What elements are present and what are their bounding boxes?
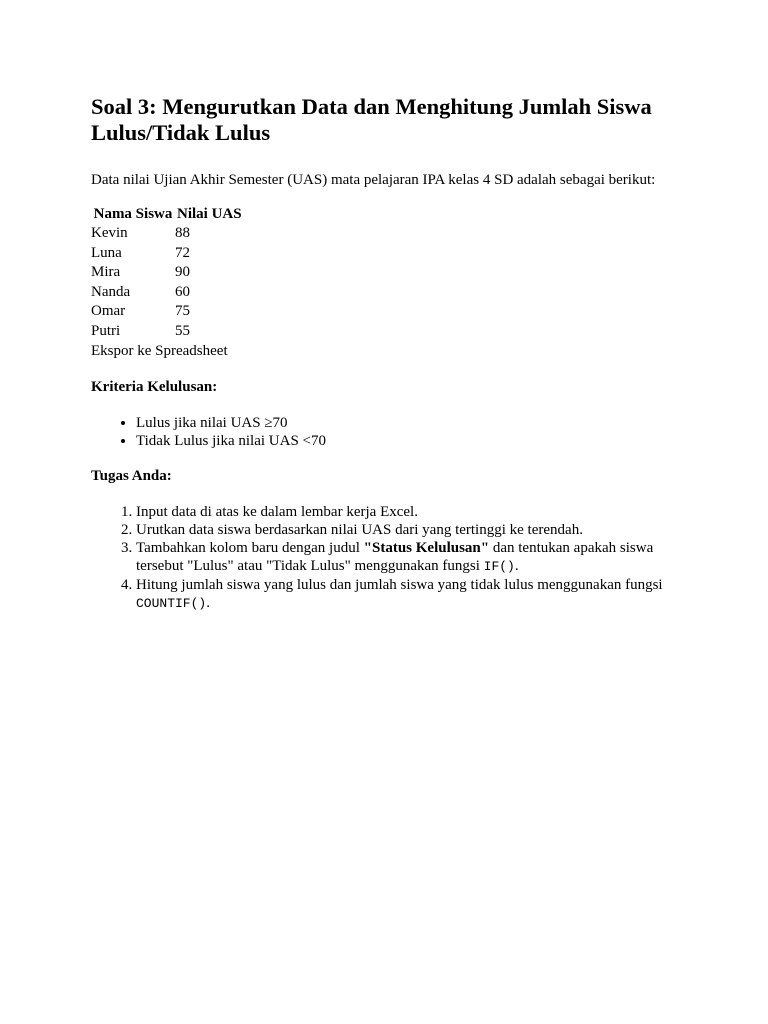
student-score: 55 xyxy=(175,322,190,339)
student-name: Putri xyxy=(91,322,121,339)
table-row xyxy=(91,224,244,244)
student-score: 75 xyxy=(175,303,190,320)
task-text: Hitung jumlah siswa yang lulus dan jumlah siswa yang tidak lulus menggunakan fungsi xyxy=(136,576,663,593)
table-row xyxy=(91,322,244,342)
task-item-4 xyxy=(136,576,691,613)
table-row xyxy=(91,302,244,322)
intro-paragraph: Data nilai Ujian Akhir Semester (UAS) mata pelajaran IPA kelas 4 SD adalah sebagai berikut: xyxy=(91,172,656,188)
task-item-3 xyxy=(136,539,691,576)
list-item: • Lulus jika nilai UAS ≥70 xyxy=(136,414,691,432)
task-text: Input data di atas ke dalam lembar kerja Excel. xyxy=(136,503,418,520)
task-text: dan tentukan apakah siswa tersebut "Lulus" atau "Tidak Lulus" menggunakan fungsi xyxy=(136,539,654,574)
column-header-score: Nilai UAS xyxy=(177,206,242,222)
student-name: Kevin xyxy=(91,225,128,241)
scores-table xyxy=(91,204,244,342)
student-name: Nanda xyxy=(91,283,131,300)
status-column-title: "Status Kelulusan" xyxy=(363,539,490,556)
criteria-list xyxy=(91,414,691,450)
list-item: • Tidak Lulus jika nilai UAS <70 xyxy=(136,432,691,450)
tasks-heading: Tugas Anda: xyxy=(91,467,172,484)
student-score: 72 xyxy=(175,244,190,261)
table-header-row xyxy=(91,204,244,224)
task-item-1 xyxy=(136,503,691,521)
student-name: Mira xyxy=(91,264,121,281)
table-row xyxy=(91,283,244,303)
column-header-name: Nama Siswa xyxy=(93,206,173,222)
student-score: 88 xyxy=(175,225,190,241)
student-name: Omar xyxy=(91,303,126,320)
student-score: 60 xyxy=(175,283,190,300)
task-text: . xyxy=(514,557,519,574)
table-row xyxy=(91,244,244,264)
task-text: . xyxy=(206,594,210,611)
task-text: Urutkan data siswa berdasarkan nilai UAS dari yang tertinggi ke terendah. xyxy=(136,521,583,538)
countif-function-code: COUNTIF() xyxy=(136,595,207,611)
task-text: Tambahkan kolom baru dengan judul xyxy=(136,539,364,556)
student-score: 90 xyxy=(175,264,190,281)
tasks-list xyxy=(91,503,691,613)
if-function-code: IF() xyxy=(483,558,515,574)
export-to-spreadsheet-link[interactable]: Ekspor ke Spreadsheet xyxy=(91,342,228,359)
table-row xyxy=(91,263,244,283)
student-name: Luna xyxy=(91,244,122,261)
page-title: Soal 3: Mengurutkan Data dan Menghitung Jumlah Siswa Lulus/Tidak Lulus xyxy=(91,94,652,145)
document-page xyxy=(91,94,691,613)
criteria-heading: Kriteria Kelulusan: xyxy=(91,378,218,395)
task-item-2 xyxy=(136,521,691,539)
